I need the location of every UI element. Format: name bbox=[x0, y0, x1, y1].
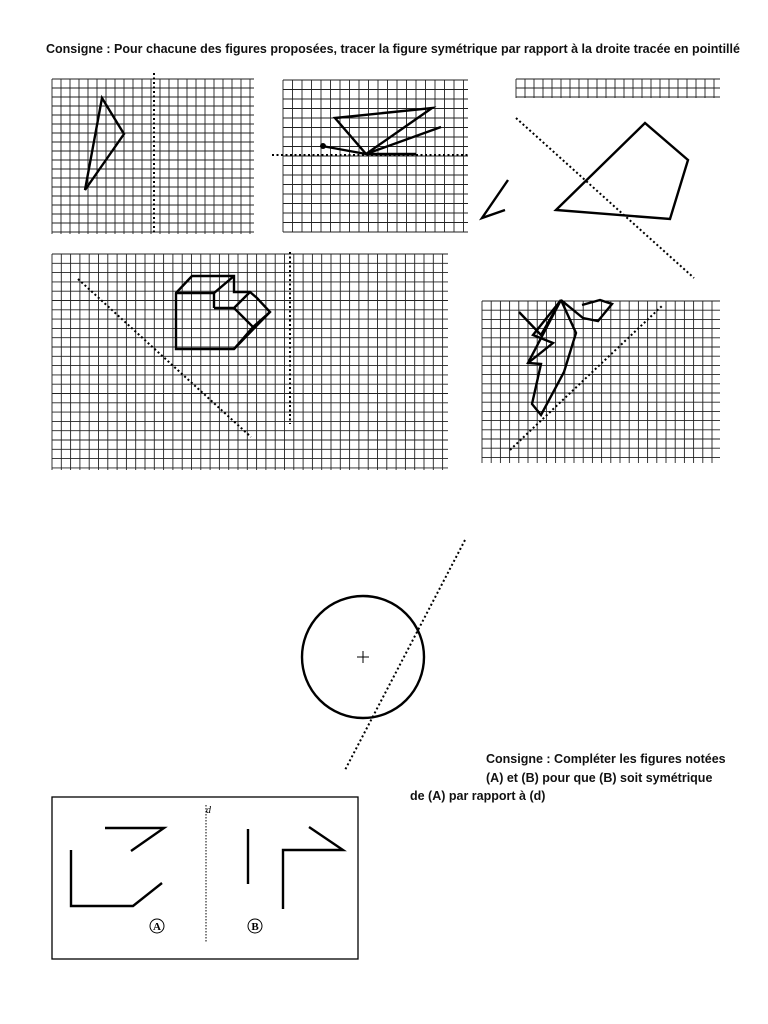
figure-b-label: B bbox=[251, 921, 259, 933]
exercise-4-cube-steps bbox=[78, 252, 290, 437]
grid-1 bbox=[52, 79, 254, 234]
grid-5 bbox=[482, 301, 720, 463]
grid-3 bbox=[516, 79, 720, 98]
axis-d-label: d bbox=[206, 805, 211, 816]
figure-a-label: A bbox=[153, 921, 161, 933]
instruction-text-1: Consigne : Pour chacune des figures proposées, tracer la figure symétrique par rapport à la droite tracée en pointillé bbox=[46, 42, 740, 56]
exercise-6-circle bbox=[302, 540, 465, 770]
exercise-3-pentagon bbox=[482, 118, 694, 278]
instruction-text-2-line2: (A) et (B) pour que (B) soit symétrique bbox=[486, 771, 713, 785]
exercise-7-symmetry-box bbox=[52, 797, 358, 959]
instruction-text-2-line3: de (A) par rapport à (d) bbox=[410, 789, 546, 803]
grid-4 bbox=[52, 254, 448, 470]
instruction-text-2-line1: Consigne : Compléter les figures notées bbox=[486, 752, 726, 766]
